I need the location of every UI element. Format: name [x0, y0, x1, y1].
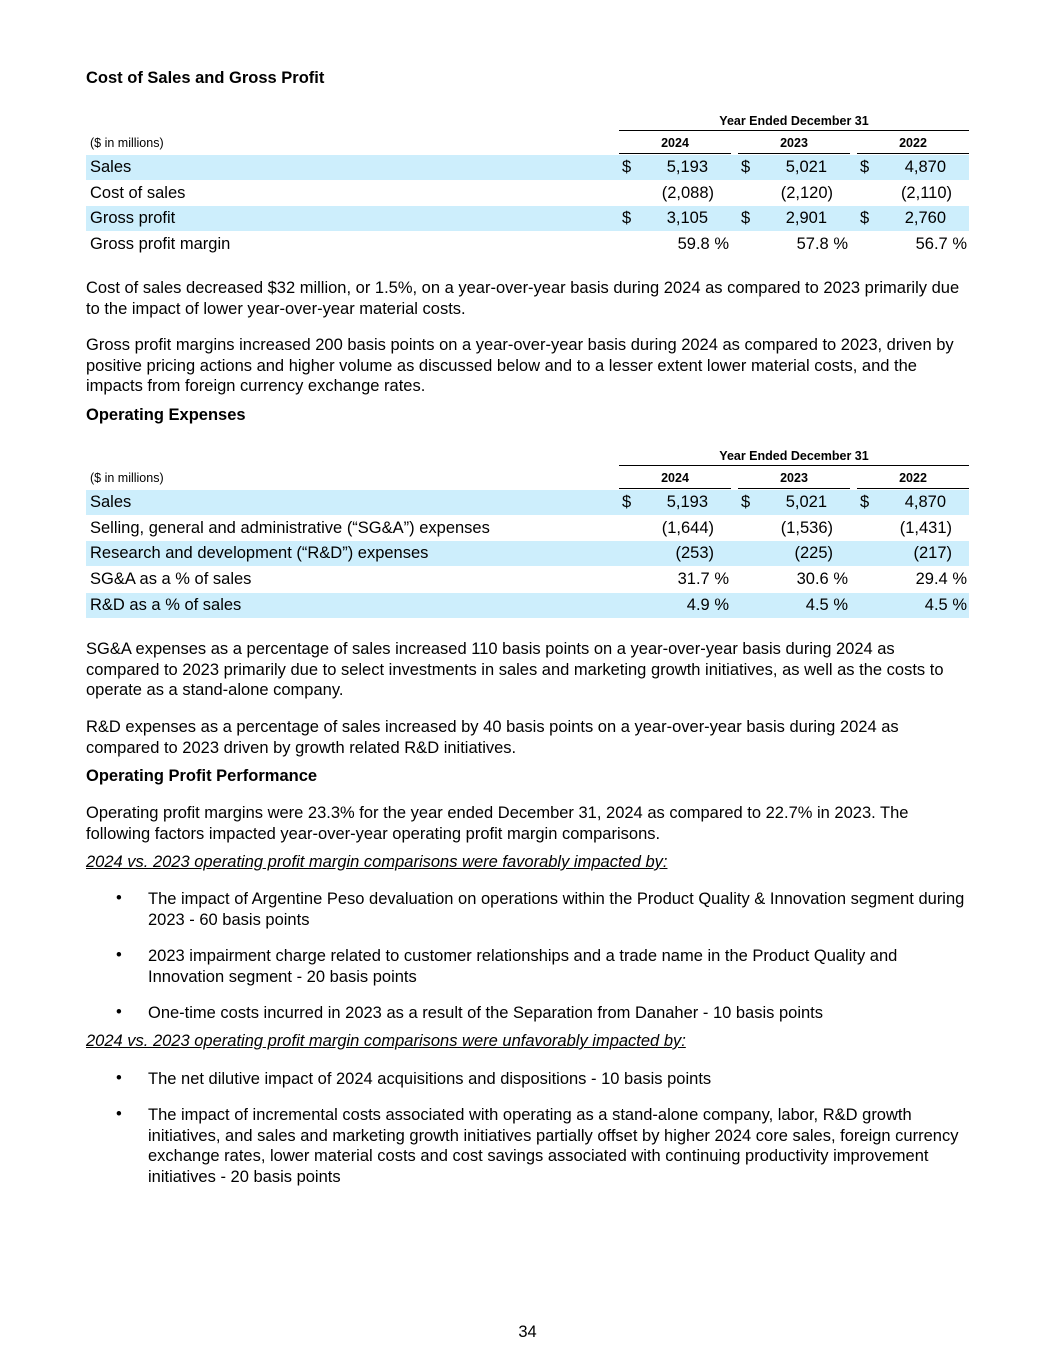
section-heading-cogs: Cost of Sales and Gross Profit: [86, 69, 325, 87]
year-col-2022: 2022: [899, 471, 927, 485]
table-row: [86, 206, 969, 231]
cell-value: 4.5 %: [805, 596, 848, 614]
cell-value: (2,110): [900, 184, 952, 202]
cell-value: 4.5 %: [924, 596, 967, 614]
row-label: Cost of sales: [90, 184, 186, 202]
cell-value: 2,901: [785, 209, 827, 227]
row-label: Selling, general and administrative (“SG&A”) expenses: [90, 519, 490, 537]
year-col-2024: 2024: [661, 136, 689, 150]
row-label: Research and development (“R&D”) expenses: [90, 544, 429, 562]
cell-value: 2,760: [904, 209, 946, 227]
list-item: The impact of incremental costs associated with operating as a stand-alone company, labor, R&D growth initiatives, and sales and marketing growth initiatives partially offset by higher 2024 core sales, foreign currency exchange rates, lower material costs and cost savings associated with continuing productivity improvement initiatives - 20 basis points: [148, 1106, 959, 1186]
page-number: 34: [518, 1323, 537, 1341]
paragraph: Cost of sales decreased $32 million, or 1.5%, on a year-over-year basis during 2024 as compared to 2023 primarily due to the impact of lower year-over-year material costs.: [86, 279, 960, 318]
cell-value: 57.8 %: [796, 235, 848, 253]
cell-value: (1,644): [661, 519, 714, 537]
cell-value: (2,088): [661, 184, 714, 202]
list-item: One-time costs incurred in 2023 as a result of the Separation from Danaher - 10 basis points: [148, 1004, 824, 1022]
year-col-2023: 2023: [780, 136, 808, 150]
bullet: •: [116, 946, 122, 964]
year-col-2024: 2024: [661, 471, 689, 485]
year-col-2022: 2022: [899, 136, 927, 150]
row-label: Sales: [90, 158, 132, 176]
table-row: [86, 567, 969, 592]
year-rule: [857, 488, 969, 489]
currency-symbol: $: [622, 493, 632, 511]
year-header: Year Ended December 31: [719, 449, 869, 463]
cell-value: (1,431): [899, 519, 952, 537]
cell-value: 4,870: [904, 158, 946, 176]
cell-value: 59.8 %: [677, 235, 729, 253]
section-heading-op-profit: Operating Profit Performance: [86, 767, 318, 785]
table-row: [86, 541, 969, 566]
bullet: •: [116, 1105, 122, 1123]
list-item: The impact of Argentine Peso devaluation on operations within the Product Quality & Innovation segment during 2023 - 60 basis points: [148, 890, 965, 929]
bullet: •: [116, 1069, 122, 1087]
year-rule: [738, 153, 850, 154]
unit-label: ($ in millions): [90, 136, 164, 150]
table-row: [86, 593, 969, 618]
cell-value: 5,193: [666, 493, 708, 511]
paragraph: Operating profit margins were 23.3% for the year ended December 31, 2024 as compared to 22.7% in 2023. The following factors impacted year-over-year operating profit margin comparisons.: [86, 804, 909, 843]
table-row: [86, 232, 969, 257]
unfavorable-subheading: 2024 vs. 2023 operating profit margin comparisons were unfavorably impacted by:: [86, 1032, 686, 1050]
unit-label: ($ in millions): [90, 471, 164, 485]
currency-symbol: $: [622, 158, 632, 176]
paragraph: Gross profit margins increased 200 basis points on a year-over-year basis during 2024 as compared to 2023, driven by positive pricing actions and higher volume as discussed below and to a lesser extent lower material costs, and the impacts from foreign currency exchange rates.: [86, 336, 954, 395]
list-item: The net dilutive impact of 2024 acquisitions and dispositions - 10 basis points: [148, 1070, 712, 1088]
cell-value: 5,021: [785, 158, 827, 176]
year-rule: [619, 488, 731, 489]
currency-symbol: $: [741, 158, 751, 176]
cell-value: (225): [794, 544, 833, 562]
table-row: [86, 181, 969, 206]
currency-symbol: $: [622, 209, 632, 227]
cell-value: (217): [913, 544, 952, 562]
cell-value: (2,120): [780, 184, 833, 202]
year-rule: [619, 153, 731, 154]
cell-value: 3,105: [666, 209, 708, 227]
paragraph: SG&A expenses as a percentage of sales increased 110 basis points on a year-over-year basis during 2024 as compared to 2023 primarily due to select investments in sales and marketing growth initiatives, as well as the costs to operate as a stand-alone company.: [86, 640, 944, 699]
year-rule: [738, 488, 850, 489]
cell-value: 31.7 %: [677, 570, 729, 588]
cell-value: 30.6 %: [796, 570, 848, 588]
list-item: 2023 impairment charge related to customer relationships and a trade name in the Product Quality and Innovation segment - 20 basis points: [148, 947, 898, 986]
cell-value: 4.9 %: [686, 596, 729, 614]
row-label: R&D as a % of sales: [90, 596, 242, 614]
year-col-2023: 2023: [780, 471, 808, 485]
year-header-rule: [619, 465, 969, 466]
table-row: [86, 490, 969, 515]
cell-value: 5,021: [785, 493, 827, 511]
year-header: Year Ended December 31: [719, 114, 869, 128]
year-header-rule: [619, 130, 969, 131]
row-label: SG&A as a % of sales: [90, 570, 252, 588]
year-rule: [857, 153, 969, 154]
currency-symbol: $: [860, 158, 870, 176]
favorable-subheading: 2024 vs. 2023 operating profit margin comparisons were favorably impacted by:: [86, 853, 668, 871]
row-label: Sales: [90, 493, 132, 511]
cell-value: 4,870: [904, 493, 946, 511]
table-row: [86, 516, 969, 541]
table-row: [86, 155, 969, 180]
currency-symbol: $: [860, 209, 870, 227]
currency-symbol: $: [741, 493, 751, 511]
currency-symbol: $: [860, 493, 870, 511]
bullet: •: [116, 1003, 122, 1021]
cell-value: 29.4 %: [915, 570, 967, 588]
currency-symbol: $: [741, 209, 751, 227]
cell-value: (1,536): [780, 519, 833, 537]
cell-value: (253): [675, 544, 714, 562]
bullet: •: [116, 889, 122, 907]
section-heading-opex: Operating Expenses: [86, 406, 246, 424]
row-label: Gross profit margin: [90, 235, 231, 253]
cell-value: 56.7 %: [915, 235, 967, 253]
row-label: Gross profit: [90, 209, 176, 227]
cell-value: 5,193: [666, 158, 708, 176]
paragraph: R&D expenses as a percentage of sales increased by 40 basis points on a year-over-year basis during 2024 as compared to 2023 driven by growth related R&D initiatives.: [86, 718, 899, 757]
